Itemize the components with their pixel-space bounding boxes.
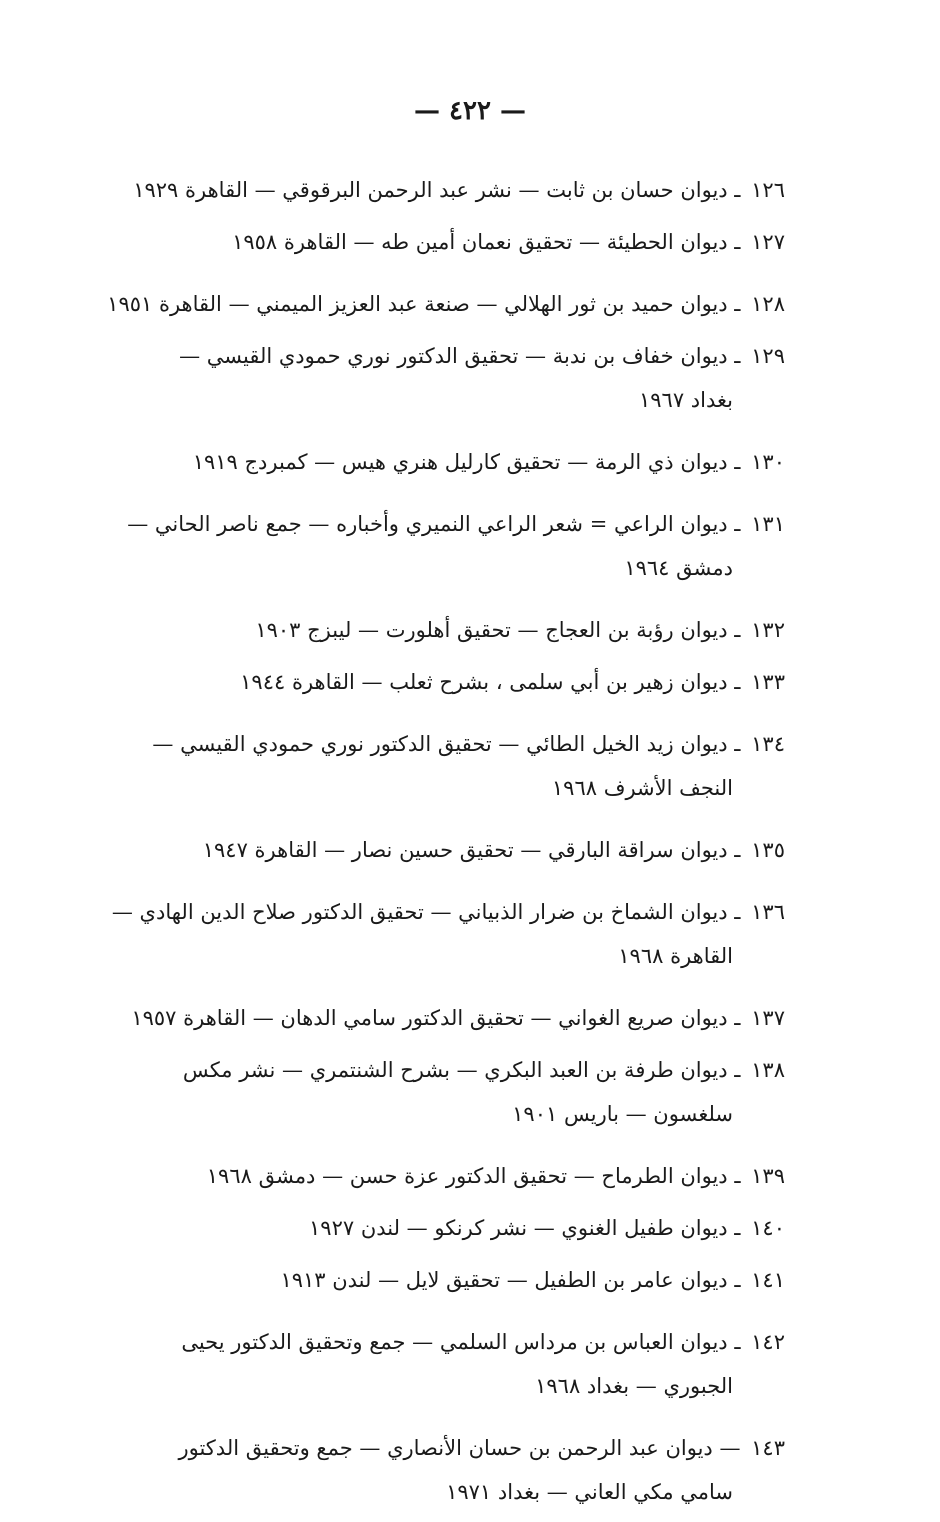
bibliography-entry (85, 1426, 785, 1514)
bibliography-entry (85, 1320, 785, 1408)
bibliography-entry (85, 220, 785, 264)
entry-number: ١٣٧ (751, 1006, 785, 1030)
bibliography-entry (85, 996, 785, 1040)
bibliography-entry (85, 660, 785, 704)
entry-number: ١٢٩ (751, 344, 785, 368)
bibliography-entry (85, 168, 785, 212)
bibliography-entry (85, 502, 785, 590)
entry-text: ـ ديوان العباس بن مرداس السلمي — جمع وتحقيق الدكتور يحيى (181, 1330, 741, 1354)
entry-number: ١٣٠ (751, 450, 785, 474)
entry-number: ١٤٣ (751, 1436, 785, 1460)
entry-text: ـ ديوان خفاف بن ندبة — تحقيق الدكتور نوري حمودي القيسي — (179, 344, 741, 368)
bibliography-entry (85, 722, 785, 810)
bibliography-entry (85, 1154, 785, 1198)
entry-text: ـ ديوان عامر بن الطفيل — تحقيق لايل — لندن ١٩١٣ (280, 1268, 741, 1292)
entry-text: ـ ديوان الشماخ بن ضرار الذبياني — تحقيق الدكتور صلاح الدين الهادي — (111, 900, 741, 924)
entry-text: ـ ديوان طرفة بن العبد البكري — بشرح الشنتمري — نشر مكس (182, 1058, 741, 1082)
bibliography-entry (85, 282, 785, 326)
entry-number: ١٢٨ (751, 292, 785, 316)
entry-text: ـ ديوان حسان بن ثابت — نشر عبد الرحمن البرقوقي — القاهرة ١٩٢٩ (133, 178, 741, 202)
entry-number: ١٢٧ (751, 230, 785, 254)
entry-number: ١٣٨ (751, 1058, 785, 1082)
bibliography-entry (85, 890, 785, 978)
entry-continuation: سامي مكي العاني — بغداد ١٩٧١ (446, 1480, 733, 1504)
entry-number: ١٣٤ (751, 732, 785, 756)
bibliography-entry (85, 1048, 785, 1136)
entry-continuation: بغداد ١٩٦٧ (639, 388, 733, 412)
entry-number: ١٣٢ (751, 618, 785, 642)
entry-continuation: النجف الأشرف ١٩٦٨ (551, 776, 733, 800)
entry-text: ـ ديوان رؤبة بن العجاج — تحقيق أهلورت — ليبزج ١٩٠٣ (255, 618, 741, 642)
entry-number: ١٤٢ (751, 1330, 785, 1354)
entry-text: ـ ديوان طفيل الغنوي — نشر كرنكو — لندن ١٩٢٧ (309, 1216, 741, 1240)
entry-text: ـ ديوان حميد بن ثور الهلالي — صنعة عبد العزيز الميمني — القاهرة ١٩٥١ (107, 292, 741, 316)
entry-number: ١٣٥ (751, 838, 785, 862)
entry-number: ١٣١ (751, 512, 785, 536)
bibliography-entry (85, 1258, 785, 1302)
entry-text: ـ ديوان زيد الخيل الطائي — تحقيق الدكتور نوري حمودي القيسي — (152, 732, 741, 756)
entry-text: ـ ديوان الحطيئة — تحقيق نعمان أمين طه — القاهرة ١٩٥٨ (232, 230, 741, 254)
bibliography-entry (85, 608, 785, 652)
entry-number: ١٢٦ (751, 178, 785, 202)
entry-continuation: دمشق ١٩٦٤ (624, 556, 733, 580)
bibliography-entry (85, 828, 785, 872)
entry-continuation: الجبوري — بغداد ١٩٦٨ (535, 1374, 733, 1398)
entry-text: ـ ديوان صريع الغواني — تحقيق الدكتور سامي الدهان — القاهرة ١٩٥٧ (131, 1006, 741, 1030)
entry-text: ـ ديوان زهير بن أبي سلمى ، بشرح ثعلب — القاهرة ١٩٤٤ (240, 670, 741, 694)
entry-text: ـ ديوان الراعي = شعر الراعي النميري وأخباره — جمع ناصر الحاني — (127, 512, 741, 536)
bibliography-entry (85, 440, 785, 484)
page-number: — ٤٢٢ — (413, 96, 527, 126)
entry-number: ١٣٩ (751, 1164, 785, 1188)
entry-text: — ديوان عبد الرحمن بن حسان الأنصاري — جمع وتحقيق الدكتور (178, 1436, 741, 1460)
bibliography-list (85, 168, 785, 1522)
bibliography-entry (85, 1206, 785, 1250)
entry-text: ـ ديوان سراقة البارقي — تحقيق حسين نصار — القاهرة ١٩٤٧ (202, 838, 741, 862)
entry-continuation: القاهرة ١٩٦٨ (618, 944, 733, 968)
entry-number: ١٣٦ (751, 900, 785, 924)
bibliography-entry (85, 334, 785, 422)
entry-continuation: سلغسون — باريس ١٩٠١ (512, 1102, 733, 1126)
entry-text: ـ ديوان الطرماح — تحقيق الدكتور عزة حسن — دمشق ١٩٦٨ (206, 1164, 741, 1188)
entry-number: ١٤٠ (751, 1216, 785, 1240)
entry-number: ١٣٣ (751, 670, 785, 694)
entry-text: ـ ديوان ذي الرمة — تحقيق كارليل هنري هيس — كمبردج ١٩١٩ (192, 450, 741, 474)
entry-number: ١٤١ (751, 1268, 785, 1292)
